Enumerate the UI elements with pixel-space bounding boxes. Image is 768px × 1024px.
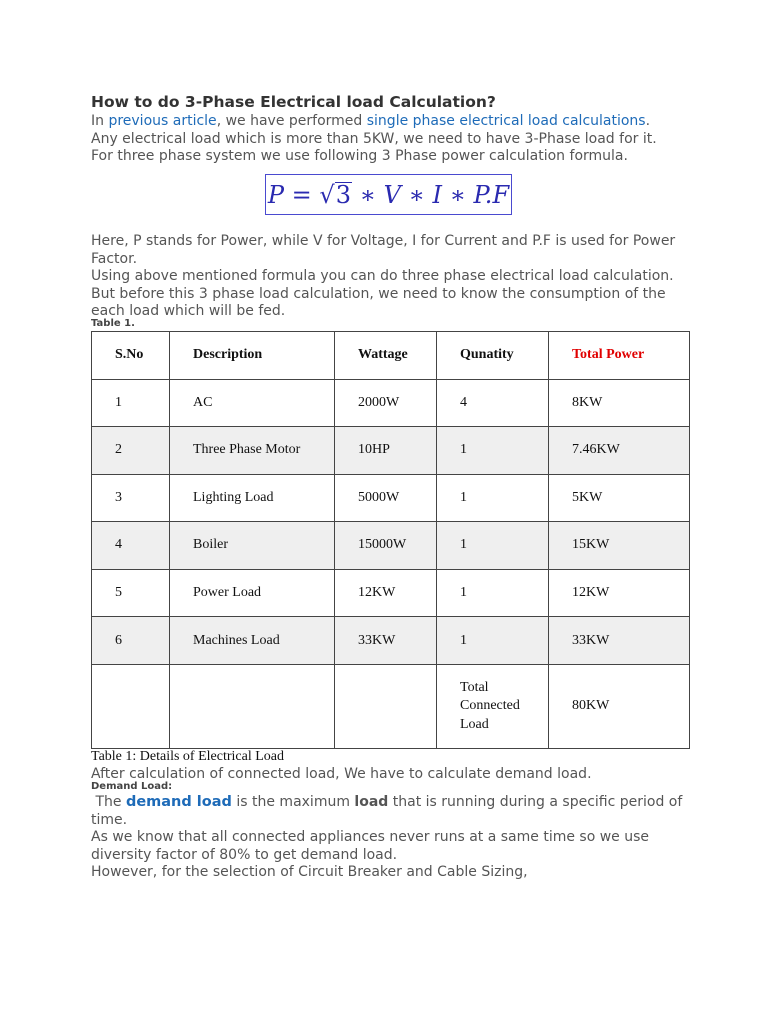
cell-total-power: 33KW <box>549 617 690 665</box>
intro-line-2: Any electrical load which is more than 5KW, we need to have 3-Phase load for it. <box>91 130 657 147</box>
demand-load-term: demand load <box>125 794 232 810</box>
after-table-paragraph: After calculation of connected load, We have to calculate demand load. <box>91 766 592 782</box>
intro-suffix: . <box>645 113 651 129</box>
table-row <box>92 569 690 617</box>
cell-sno: 3 <box>92 474 170 522</box>
cell-sno: 1 <box>92 379 170 427</box>
table-row <box>92 617 690 665</box>
cell-description: Power Load <box>170 569 335 617</box>
cell-total-power: 7.46KW <box>549 427 690 475</box>
cell-quantity: 1 <box>437 522 549 570</box>
cell-sno: 6 <box>92 617 170 665</box>
header-wattage: Wattage <box>335 332 437 380</box>
table-row <box>92 379 690 427</box>
table-row <box>92 474 690 522</box>
formula-sqrt-symbol: √ <box>319 180 335 209</box>
cell-empty <box>335 664 437 748</box>
cell-total-power: 15KW <box>549 522 690 570</box>
breaker-sizing-paragraph: However, for the selection of Circuit Breaker and Cable Sizing, <box>91 864 528 880</box>
cell-wattage: 5000W <box>335 474 437 522</box>
header-total-power: Total Power <box>549 332 690 380</box>
table-row <box>92 427 690 475</box>
cell-wattage: 15000W <box>335 522 437 570</box>
cell-wattage: 10HP <box>335 427 437 475</box>
formula-radicand: 3 <box>335 181 351 209</box>
formula-equals: = <box>284 180 320 209</box>
formula-lhs: P <box>267 180 285 209</box>
header-description: Description <box>170 332 335 380</box>
cell-total-power: 5KW <box>549 474 690 522</box>
electrical-load-table <box>91 331 690 749</box>
intro-line-3: For three phase system we use following 3 Phase power calculation formula. <box>91 148 628 164</box>
demand-load-definition <box>91 794 691 829</box>
load-word: load <box>354 794 389 810</box>
cell-quantity: 4 <box>437 379 549 427</box>
cell-description: Three Phase Motor <box>170 427 335 475</box>
table-header-row <box>92 332 690 380</box>
cell-description: Lighting Load <box>170 474 335 522</box>
cell-sno: 2 <box>92 427 170 475</box>
cell-description: Boiler <box>170 522 335 570</box>
cell-wattage: 12KW <box>335 569 437 617</box>
symbols-paragraph: Here, P stands for Power, while V for Voltage, I for Current and P.F is used for Power Factor. <box>91 233 676 267</box>
table-label: Table 1. <box>91 318 135 329</box>
cell-sno: 5 <box>92 569 170 617</box>
cell-quantity: 1 <box>437 427 549 475</box>
cell-wattage: 33KW <box>335 617 437 665</box>
article-heading: How to do 3-Phase Electrical load Calculation? <box>91 93 496 111</box>
cell-wattage: 2000W <box>335 379 437 427</box>
cell-quantity: 1 <box>437 617 549 665</box>
demand-prefix: The <box>91 794 126 810</box>
total-connected-load-label: Total Connected Load <box>437 664 549 748</box>
demand-suffix: that is running during a specific period of time. <box>91 794 683 828</box>
intro-paragraph <box>91 113 691 166</box>
formula-usage-paragraph: Using above mentioned formula you can do three phase electrical load calculation. But before this 3 phase load calculation, we need to know the consumption of the each load which will be fed. <box>91 268 674 319</box>
single-phase-calculations-link[interactable]: single phase electrical load calculations <box>366 113 646 129</box>
table-row <box>92 522 690 570</box>
power-formula <box>265 174 512 215</box>
intro-middle: , we have performed <box>216 113 367 129</box>
intro-prefix: In <box>91 113 109 129</box>
header-sno: S.No <box>92 332 170 380</box>
cell-quantity: 1 <box>437 569 549 617</box>
demand-load-label: Demand Load: <box>91 781 173 792</box>
total-connected-load-value: 80KW <box>549 664 690 748</box>
cell-quantity: 1 <box>437 474 549 522</box>
formula-rest: ∗ V ∗ I ∗ P.F <box>352 180 510 209</box>
cell-total-power: 8KW <box>549 379 690 427</box>
previous-article-link[interactable]: previous article <box>108 113 217 129</box>
demand-middle: is the maximum <box>231 794 355 810</box>
table-caption: Table 1: Details of Electrical Load <box>91 749 284 764</box>
table-total-row <box>92 664 690 748</box>
cell-empty <box>92 664 170 748</box>
cell-description: Machines Load <box>170 617 335 665</box>
diversity-paragraph: As we know that all connected appliances never runs at a same time so we use diversity factor of 80% to get demand load. <box>91 829 650 863</box>
cell-total-power: 12KW <box>549 569 690 617</box>
cell-empty <box>170 664 335 748</box>
header-quantity: Qunatity <box>437 332 549 380</box>
cell-description: AC <box>170 379 335 427</box>
cell-sno: 4 <box>92 522 170 570</box>
